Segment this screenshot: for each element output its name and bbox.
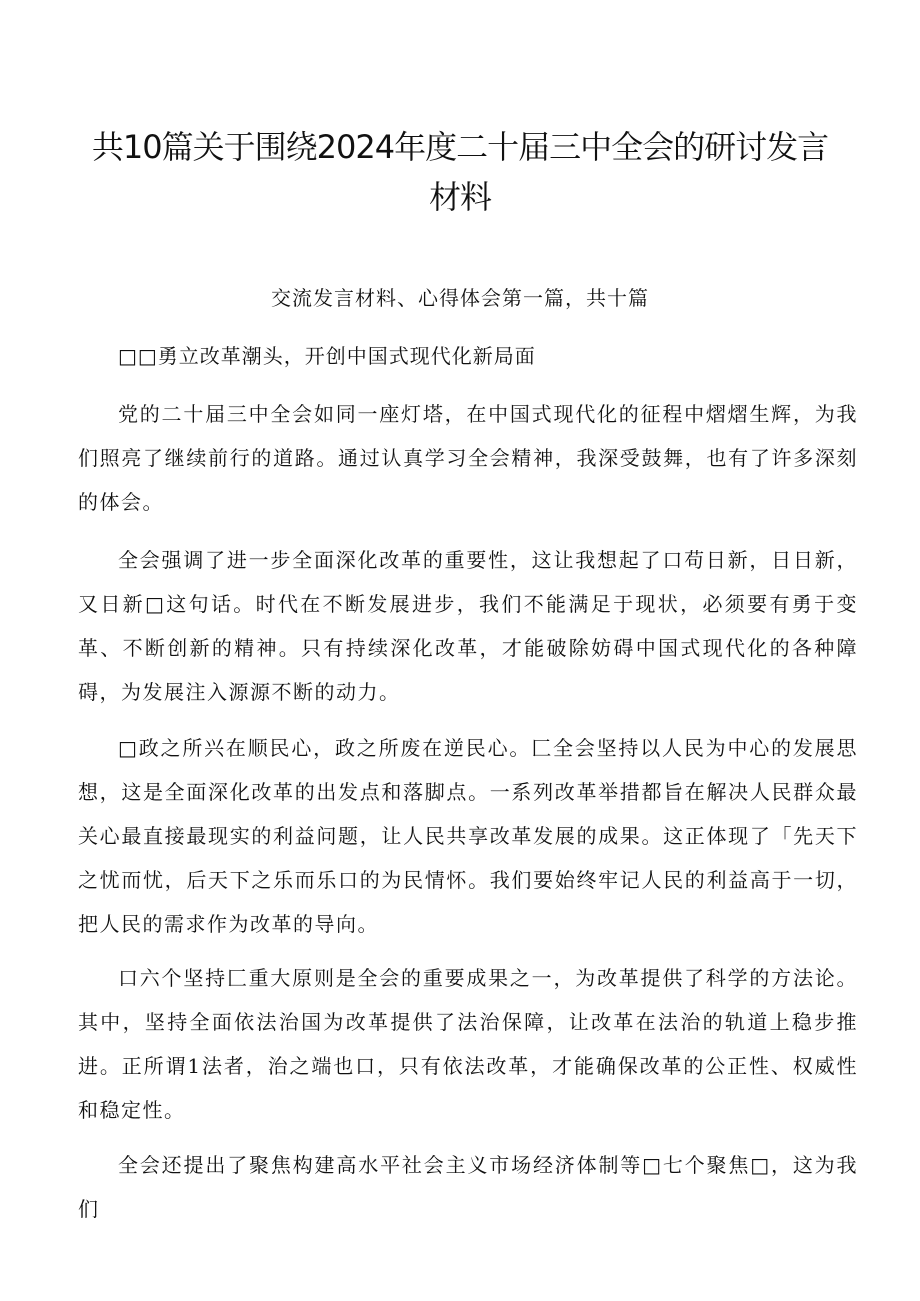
paragraph: 口六个坚持匚重大原则是全会的重要成果之一，为改革提供了科学的方法论。其中，坚持全面依法治国为改革提供了法治保障，让改革在法治的轨道上稳步推进。正所谓1法者，治之端也口，只有依法改革，才能确保改革的公正性、权威性和稳定性。	[78, 966, 858, 1122]
document-subtitle: 交流发言材料、心得体会第一篇，共十篇	[271, 286, 649, 310]
paragraph: 全会还提出了聚焦构建高水平社会主义市场经济体制等□七个聚焦□，这为我们	[78, 1153, 858, 1221]
document-title: 共10篇关于围绕2024年度二十届三中全会的研讨发言材料	[91, 128, 829, 216]
paragraph: 全会强调了进一步全面深化改革的重要性，这让我想起了口苟日新，日日新，又日新□这句话。时代在不断发展进步，我们不能满足于现状，必须要有勇于变革、不断创新的精神。只有持续深化改革，才能破除妨碍中国式现代化的各种障碍，为发展注入源源不断的动力。	[78, 548, 858, 704]
section-heading: □□勇立改革潮头，开创中国式现代化新局面	[118, 344, 536, 368]
paragraph: □政之所兴在顺民心，政之所废在逆民心。匚全会坚持以人民为中心的发展思想，这是全面深化改革的出发点和落脚点。一系列改革举措都旨在解决人民群众最关心最直接最现实的利益问题，让人民共享改革发展的成果。这正体现了「先天下之忧而忧，后天下之乐而乐口的为民情怀。我们要始终牢记人民的利益高于一切，把人民的需求作为改革的导向。	[78, 736, 858, 936]
paragraph: 党的二十届三中全会如同一座灯塔，在中国式现代化的征程中熠熠生辉，为我们照亮了继续前行的道路。通过认真学习全会精神，我深受鼓舞，也有了许多深刻的体会。	[78, 402, 858, 514]
